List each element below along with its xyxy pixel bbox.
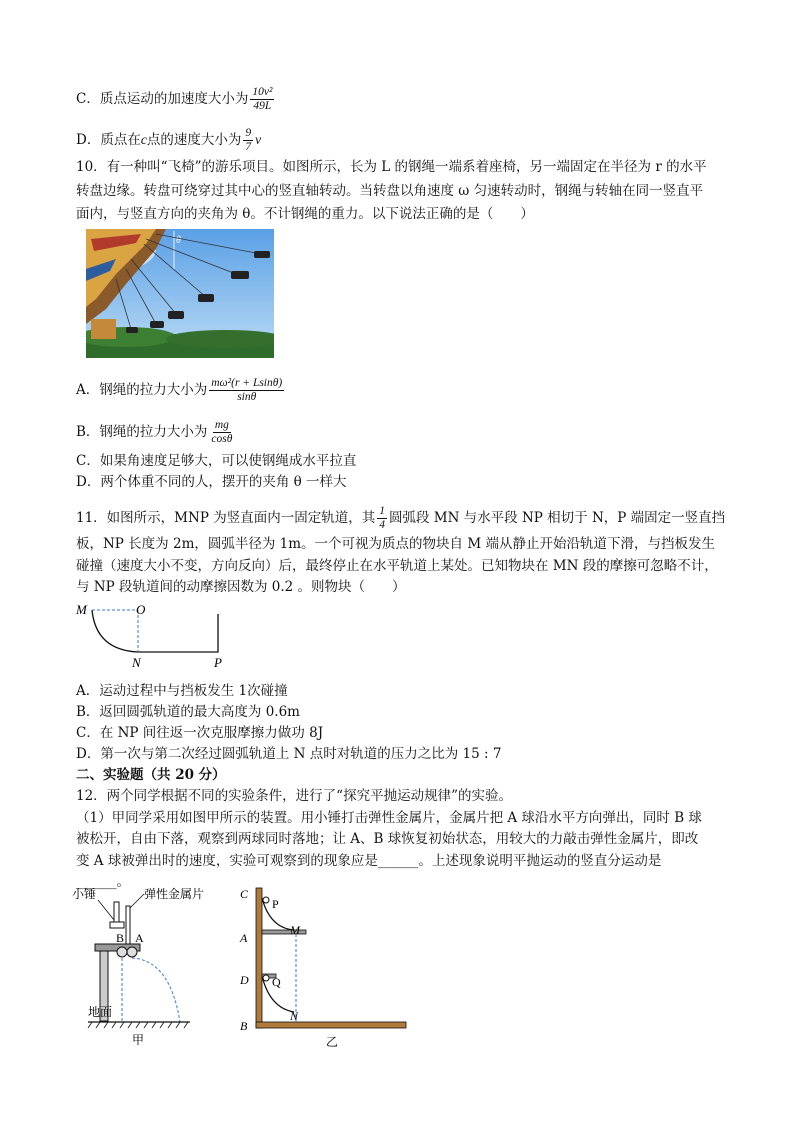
label-p: P — [272, 897, 279, 911]
q10-line-1: 10．有一种叫“飞椅”的游乐项目。如图所示，长为 L 的钢绳一端系着座椅，另一端固定在半径为 r 的水平 — [76, 159, 707, 175]
q10-option-a: A．钢绳的拉力大小为 $\frac{\text{mω²(r + Lsinθ)}}{\sin\theta}$ — [76, 377, 283, 403]
label-m: M — [76, 602, 87, 617]
q12-line-3: 被松开，自由下落，观察到两球同时落地；让 A、B 球恢复初始状态，用较大的力敲击弹性金属片，即改 — [76, 831, 699, 847]
label-q: Q — [272, 975, 281, 989]
label-ball-a: A — [135, 931, 144, 945]
q11-quarter-fraction: $\frac{1}{4}$ — [379, 505, 385, 531]
q11-option-b: B．返回圆弧轨道的最大高度为 0.6m — [76, 704, 300, 720]
caption-yi: 乙 — [326, 1035, 339, 1049]
swing-ride-illustration — [86, 229, 274, 358]
q11-track-diagram — [70, 600, 240, 672]
label-spring-plate: 弹性金属片 — [144, 887, 205, 901]
label-b: B — [240, 1019, 248, 1033]
label-m: M — [290, 923, 300, 937]
caption-jia: 甲 — [132, 1033, 145, 1047]
q12-line-5: ______。 — [76, 874, 130, 890]
label-a: A — [240, 931, 248, 945]
label-ground: 地面 — [88, 1005, 113, 1019]
label-n: N — [290, 1009, 299, 1023]
label-d: D — [240, 973, 249, 987]
q10-option-b: B．钢绳的拉力大小为 $\frac{mg}{\cos\theta}$ — [76, 419, 233, 445]
q9-c-fraction: $\frac{\text{10v²}}{49L}$ — [252, 86, 273, 112]
label-ball-b: B — [116, 931, 125, 945]
label-o: O — [136, 602, 146, 617]
q12-line-1: 12．两个同学根据不同的实验条件，进行了“探究平抛运动规律”的实验。 — [76, 788, 512, 804]
q9-d-fraction: $\frac{9}{7}$ — [245, 127, 252, 153]
q10-b-fraction: $\frac{mg}{\cos\theta}$ — [211, 419, 233, 445]
q11-option-a: A．运动过程中与挡板发生 1次碰撞 — [76, 683, 288, 699]
figure-jia — [70, 880, 230, 1050]
q9-option-d: D．质点在c点的速度大小为 $\frac{9}{7}$ v — [76, 127, 262, 153]
q10-line-3: 面内，与竖直方向的夹角为 θ。不计钢绳的重力。以下说法正确的是（ ） — [76, 206, 534, 222]
q12-line-4: 变 A 球被弹出时的速度，实验可观察到的现象应是______。上述现象说明平抛运动的竖直分运动是 — [76, 853, 662, 869]
photo-theta-label: θ — [176, 235, 181, 246]
q12-line-2: （1）甲同学采用如图甲所示的装置。用小锤打击弹性金属片，金属片把 A 球沿水平方向弹出，同时 B 球 — [76, 810, 702, 826]
q10-option-c: C．如果角速度足够大，可以使钢绳成水平拉直 — [76, 453, 357, 469]
label-hammer: 小锤 — [72, 887, 97, 901]
q10-a-fraction: $\frac{\text{mω²(r + Lsinθ)}}{\sin\theta}$ — [211, 377, 283, 403]
q11-option-d: D．第一次与第二次经过圆弧轨道上 N 点时对轨道的压力之比为 15 : 7 — [76, 746, 502, 762]
label-c: C — [240, 887, 249, 901]
q11-line-1: 11．如图所示，MNP 为竖直面内一固定轨道，其 $\frac{1}{4}$ 圆弧段 MN 与水平段 NP 相切于 N，P 端固定一竖直挡 — [76, 505, 726, 531]
q10-option-d: D．两个体重不同的人，摆开的夹角 θ 一样大 — [76, 474, 347, 490]
section-heading-experiment: 二、实验题（共 20 分） — [76, 767, 226, 783]
q11-option-c: C．在 NP 间往返一次克服摩擦力做功 8J — [76, 725, 324, 741]
label-p: P — [214, 655, 222, 670]
q11-line-4: 与 NP 段轨道间的动摩擦因数为 0.2 。则物块（ ） — [76, 579, 406, 595]
q11-line-2: 板，NP 长度为 2m，圆弧半径为 1m。一个可视为质点的物块自 M 端从静止开始沿轨道下滑，与挡板发生 — [76, 536, 715, 552]
swing-ride-photo — [86, 229, 274, 358]
figure-yi — [236, 884, 416, 1054]
q9-option-c: C．质点运动的加速度大小为 $\frac{\text{10v²}}{49L}$ — [76, 86, 273, 112]
label-n: N — [132, 655, 141, 670]
q10-line-2: 转盘边缘。转盘可绕穿过其中心的竖直轴转动。当转盘以角速度 ω 匀速转动时，钢绳与转轴在同一竖直平 — [76, 183, 704, 199]
q11-line-3: 碰撞（速度大小不变，方向反向）后，最终停止在水平轨道上某处。已知物块在 MN 段的摩擦可忽略不计， — [76, 558, 718, 574]
